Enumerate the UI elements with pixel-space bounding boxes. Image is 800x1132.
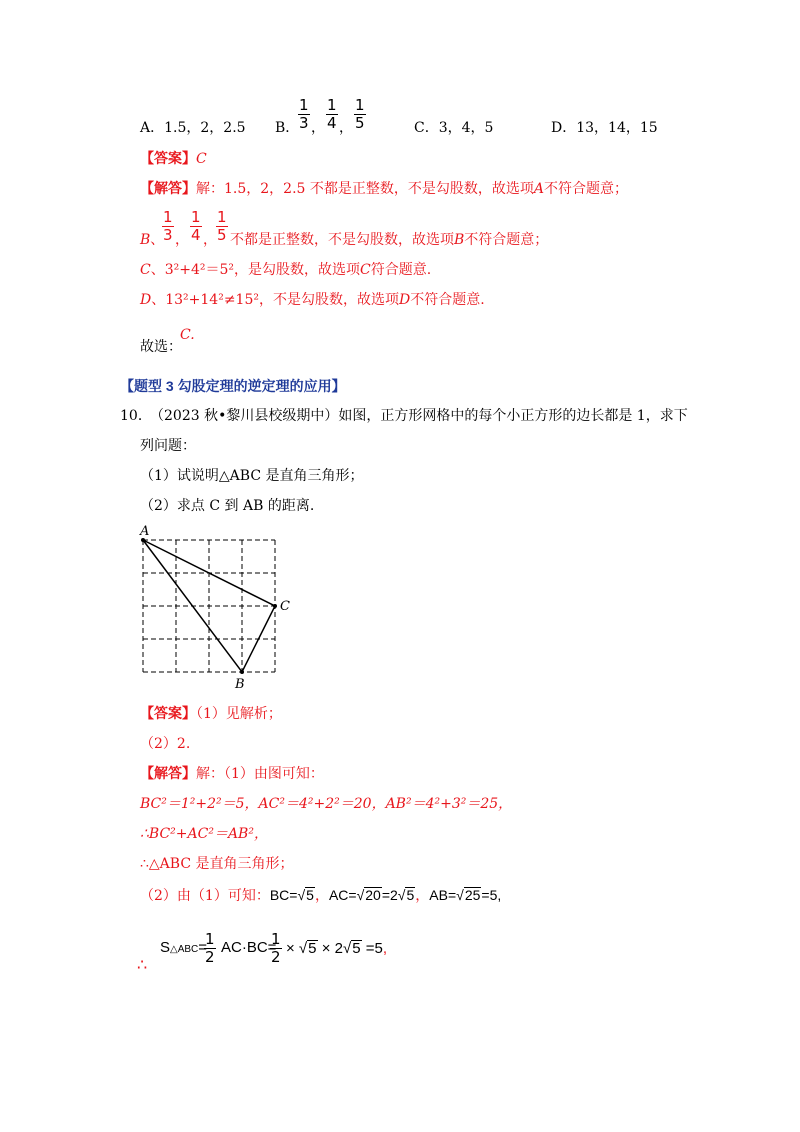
q10-solution-line-1 bbox=[140, 767, 324, 781]
solution-text: 解：（1）由图可知： bbox=[196, 766, 324, 782]
option-d: D．13，14，15 bbox=[551, 120, 658, 136]
answer-part-1: （1）见解析； bbox=[196, 706, 282, 722]
solution-b-sep: ， bbox=[203, 232, 217, 248]
q10-eq-3: ∴△ABC 是直角三角形； bbox=[140, 856, 294, 872]
label-b: B bbox=[235, 677, 245, 690]
option-b-fraction: $\frac{1}{3}$ bbox=[299, 96, 309, 132]
q10-eq-1: BC²＝1²+2²＝5，AC²＝4²+2²＝20，AB²＝4²+3²＝25， bbox=[140, 796, 513, 812]
solution-b-sep: ， bbox=[175, 232, 189, 248]
solution-b-fraction: $\frac{1}{4}$ bbox=[191, 208, 201, 244]
question-stem: （2023 秋•黎川县校级期中）如图，正方形网格中的每个小正方形的边长都是 1，求下 bbox=[150, 408, 688, 424]
option-b-sep: ， bbox=[339, 120, 353, 136]
solution-line-a bbox=[140, 182, 628, 196]
solution-line-b: 不都是正整数，不是勾股数，故选项B不符合题意； bbox=[230, 232, 549, 248]
option-b-fraction: $\frac{1}{4}$ bbox=[327, 96, 337, 132]
solution-tag: 【解答】 bbox=[140, 181, 196, 197]
choose-value: C. bbox=[180, 327, 195, 343]
solution-b-fraction: $\frac{1}{3}$ bbox=[163, 208, 173, 244]
q10-eq-2: ∴BC²+AC²＝AB²， bbox=[140, 826, 268, 842]
option-b-sep: ， bbox=[311, 120, 325, 136]
area-lhs: S△ABC= bbox=[160, 939, 208, 956]
solution-text: 不符合题意； bbox=[544, 181, 629, 197]
answer-value: C bbox=[196, 151, 207, 167]
q10-answer-line bbox=[140, 707, 282, 721]
label-c: C bbox=[280, 599, 290, 614]
therefore-symbol: ∴ bbox=[137, 955, 148, 974]
dashed-grid bbox=[143, 540, 275, 672]
ac-expr: AC=√20=2√5 bbox=[328, 887, 415, 903]
area-rhs: × √5 × 2√5 =5, bbox=[286, 940, 387, 957]
question-number: 10． bbox=[120, 408, 152, 424]
option-c: C．3，4，5 bbox=[414, 120, 494, 136]
option-a: A．1.5，2，2.5 bbox=[140, 120, 246, 136]
q10-part2-line: （2）由（1）可知：BC=√5，AC=√20=2√5，AB=√25=5, bbox=[140, 887, 502, 904]
solution-var: A bbox=[533, 181, 545, 197]
ab-expr: AB=√25=5, bbox=[429, 887, 502, 903]
half-fraction: $\frac{1}{2}$ bbox=[271, 930, 281, 966]
part2-lead: （2）由（1）可知： bbox=[140, 888, 270, 904]
triangle-grid-figure bbox=[130, 520, 300, 690]
question-part-2: （2）求点 C 到 AB 的距离. bbox=[140, 498, 315, 514]
half-fraction: $\frac{1}{2}$ bbox=[205, 930, 215, 966]
area-mid: AC·BC= bbox=[221, 939, 277, 956]
choose-label: 故选： bbox=[140, 339, 182, 355]
option-b-fraction: $\frac{1}{5}$ bbox=[355, 96, 365, 132]
solution-b-fraction: $\frac{1}{5}$ bbox=[217, 208, 227, 244]
answer-line bbox=[140, 152, 207, 166]
option-b-prefix: B． bbox=[275, 120, 300, 136]
solution-tag: 【解答】 bbox=[140, 766, 196, 782]
answer-tag: 【答案】 bbox=[140, 151, 196, 167]
vertex-b bbox=[240, 670, 244, 674]
solution-text: 解：1.5，2，2.5 不都是正整数，不是勾股数，故选项 bbox=[196, 181, 534, 197]
bc-expr: BC=√5 bbox=[269, 887, 314, 903]
question-part-1: （1）试说明△ABC 是直角三角形； bbox=[140, 468, 364, 484]
question-stem-2: 列问题： bbox=[140, 438, 196, 454]
vertex-c bbox=[273, 604, 277, 608]
solution-line-d: D、13²+14²≠15²，不是勾股数，故选项D不符合题意. bbox=[140, 292, 485, 308]
label-a: A bbox=[140, 524, 150, 539]
section-heading: 【题型 3 勾股定理的逆定理的应用】 bbox=[120, 378, 346, 394]
solution-line-b-prefix: B、 bbox=[140, 232, 165, 248]
solution-line-c: C、3²+4²＝5²，是勾股数，故选项C符合题意. bbox=[140, 262, 432, 278]
q10-answer-part-2: （2）2. bbox=[140, 736, 191, 752]
answer-tag: 【答案】 bbox=[140, 706, 196, 722]
